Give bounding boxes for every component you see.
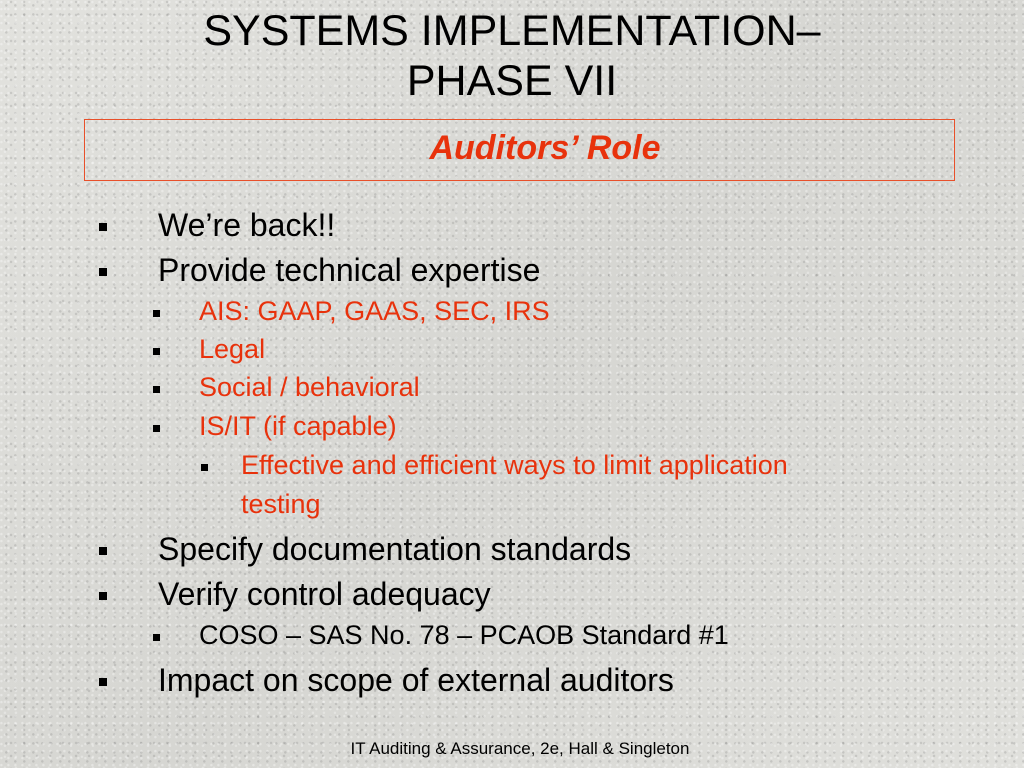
bullet-marker xyxy=(99,223,107,231)
bullet-marker xyxy=(153,310,160,317)
bullet-item: Verify control adequacy xyxy=(158,576,491,612)
slide-title xyxy=(0,6,1024,106)
bullet-item: Effective and efficient ways to limit application xyxy=(241,450,788,480)
bullet-marker xyxy=(99,547,107,555)
bullet-item: AIS: GAAP, GAAS, SEC, IRS xyxy=(199,296,550,326)
bullet-item: Provide technical expertise xyxy=(158,252,541,288)
bullet-item: Specify documentation standards xyxy=(158,531,632,567)
bullet-marker xyxy=(153,348,160,355)
bullet-marker xyxy=(153,386,160,393)
bullet-marker xyxy=(99,678,107,686)
bullet-marker xyxy=(153,634,160,641)
slide-title-line-1: SYSTEMS IMPLEMENTATION– xyxy=(203,7,821,55)
bullet-item-continuation: testing xyxy=(241,489,321,519)
slide-title-line-2: PHASE VII xyxy=(406,57,618,105)
bullet-marker xyxy=(153,425,160,432)
bullet-item: Impact on scope of external auditors xyxy=(158,662,674,698)
bullet-item: Legal xyxy=(199,334,266,364)
slide-footer: IT Auditing & Assurance, 2e, Hall & Singleton xyxy=(350,739,690,758)
bullet-marker xyxy=(99,592,107,600)
bullet-item: We’re back!! xyxy=(158,207,336,243)
bullet-item: COSO – SAS No. 78 – PCAOB Standard #1 xyxy=(199,620,729,650)
bullet-item: Social / behavioral xyxy=(199,372,420,402)
bullet-item: IS/IT (if capable) xyxy=(199,411,397,441)
slide-subtitle: Auditors’ Role xyxy=(429,129,661,167)
bullet-marker xyxy=(201,464,208,471)
bullet-marker xyxy=(99,268,107,276)
